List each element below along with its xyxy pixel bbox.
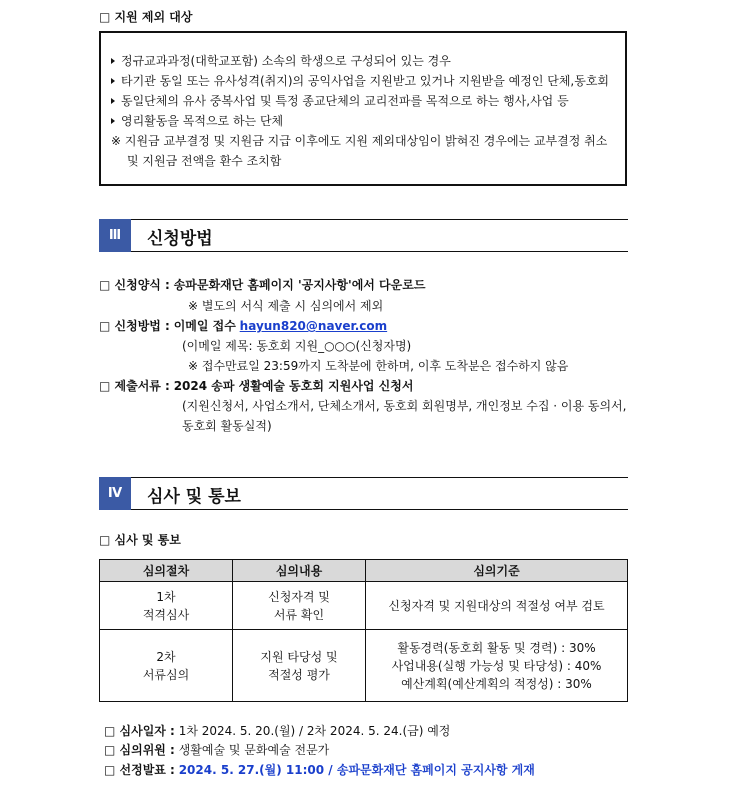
date-value: 1차 2024. 5. 20.(월) / 2차 2024. 5. 24.(금) 예정: [178, 724, 451, 738]
committee-label: □ 심의위원 :: [104, 743, 175, 757]
form-value: 송파문화재단 홈페이지 '공지사항'에서 다운로드: [173, 278, 426, 292]
section4-header: [99, 477, 628, 511]
table-cell: 신청자격 및 지원대상의 적절성 여부 검토: [366, 582, 628, 630]
exclusion-item: 동일단체의 유사 중복사업 및 특정 종교단체의 교리전파를 목적으로 하는 행사,사업 등: [111, 93, 569, 109]
exclusion-note-cont: 및 지원금 전액을 환수 조치함: [127, 154, 282, 168]
section3-title: 신청방법: [147, 229, 213, 249]
exclusion-item: 타기관 동일 또는 유사성격(취지)의 공익사업을 지원받고 있거나 지원받을 예정인 단체,동호회: [111, 73, 609, 89]
review-subheading: □ 심사 및 통보: [99, 533, 181, 547]
table-row: [100, 582, 628, 630]
exclusion-box: [99, 31, 627, 186]
table-cell: 1차 적격심사: [100, 582, 233, 630]
form-row: [99, 277, 425, 293]
bullet-icon: [111, 118, 115, 124]
email-link[interactable]: hayun820@naver.com: [239, 319, 388, 333]
bullet-icon: [111, 78, 115, 84]
table-header: 심의절차: [100, 560, 233, 582]
exclusion-item: 정규교과과정(대학교포함) 소속의 학생으로 구성되어 있는 경우: [111, 53, 451, 69]
bullet-icon: [111, 58, 115, 64]
section3-number: Ⅲ: [99, 219, 131, 252]
announce-label: □ 선정발표 :: [104, 763, 175, 777]
table-cell: 지원 타당성 및 적절성 평가: [233, 630, 366, 702]
section3-header: [99, 219, 628, 253]
divider: [131, 509, 628, 510]
method-note: ※ 접수만료일 23:59까지 도착분에 한하며, 이후 도착분은 접수하지 않음: [188, 359, 569, 373]
method-label: □ 신청방법 :: [99, 319, 170, 333]
announce-value: 2024. 5. 27.(월) 11:00 / 송파문화재단 홈페이지 공지사항 게재: [178, 763, 535, 777]
date-label: □ 심사일자 :: [104, 724, 175, 738]
committee-row: [104, 742, 329, 758]
exclusion-note: ※ 지원금 교부결정 및 지원금 지급 이후에도 지원 제외대상임이 밝혀진 경우에는 교부결정 취소: [111, 134, 608, 148]
section4-number: Ⅳ: [99, 477, 131, 510]
method-value: 이메일 접수: [173, 319, 236, 333]
bullet-icon: [111, 98, 115, 104]
docs-label: □ 제출서류 :: [99, 379, 170, 393]
exclusion-item: 영리활동을 목적으로 하는 단체: [111, 113, 283, 129]
table-header-row: [100, 560, 628, 582]
review-table: [99, 559, 628, 702]
method-row: [99, 318, 387, 334]
table-cell: 신청자격 및 서류 확인: [233, 582, 366, 630]
docs-sub: (지원신청서, 사업소개서, 단체소개서, 동호회 회원명부, 개인정보 수집 · 이용 동의서,: [182, 399, 627, 413]
divider: [131, 251, 628, 252]
section4-title: 심사 및 통보: [147, 487, 241, 507]
table-cell: 2차 서류심의: [100, 630, 233, 702]
divider: [131, 477, 628, 478]
date-row: [104, 723, 450, 739]
table-row: [100, 630, 628, 702]
table-header: 심의기준: [366, 560, 628, 582]
docs-sub: 동호회 활동실적): [182, 419, 272, 433]
table-cell: 활동경력(동호회 활동 및 경력) : 30% 사업내용(실행 가능성 및 타당성) : 40% 예산계획(예산계획의 적정성) : 30%: [366, 630, 628, 702]
announce-row: [104, 762, 535, 778]
table-header: 심의내용: [233, 560, 366, 582]
docs-row: [99, 378, 413, 394]
committee-value: 생활예술 및 문화예술 전문가: [178, 743, 330, 757]
divider: [131, 219, 628, 220]
form-label: □ 신청양식 :: [99, 278, 170, 292]
method-sub: (이메일 제목: 동호회 지원_○○○(신청자명): [182, 339, 412, 353]
docs-value: 2024 송파 생활예술 동호회 지원사업 신청서: [173, 379, 414, 393]
exclusion-heading: □ 지원 제외 대상: [99, 10, 193, 24]
form-note: ※ 별도의 서식 제출 시 심의에서 제외: [188, 299, 384, 313]
